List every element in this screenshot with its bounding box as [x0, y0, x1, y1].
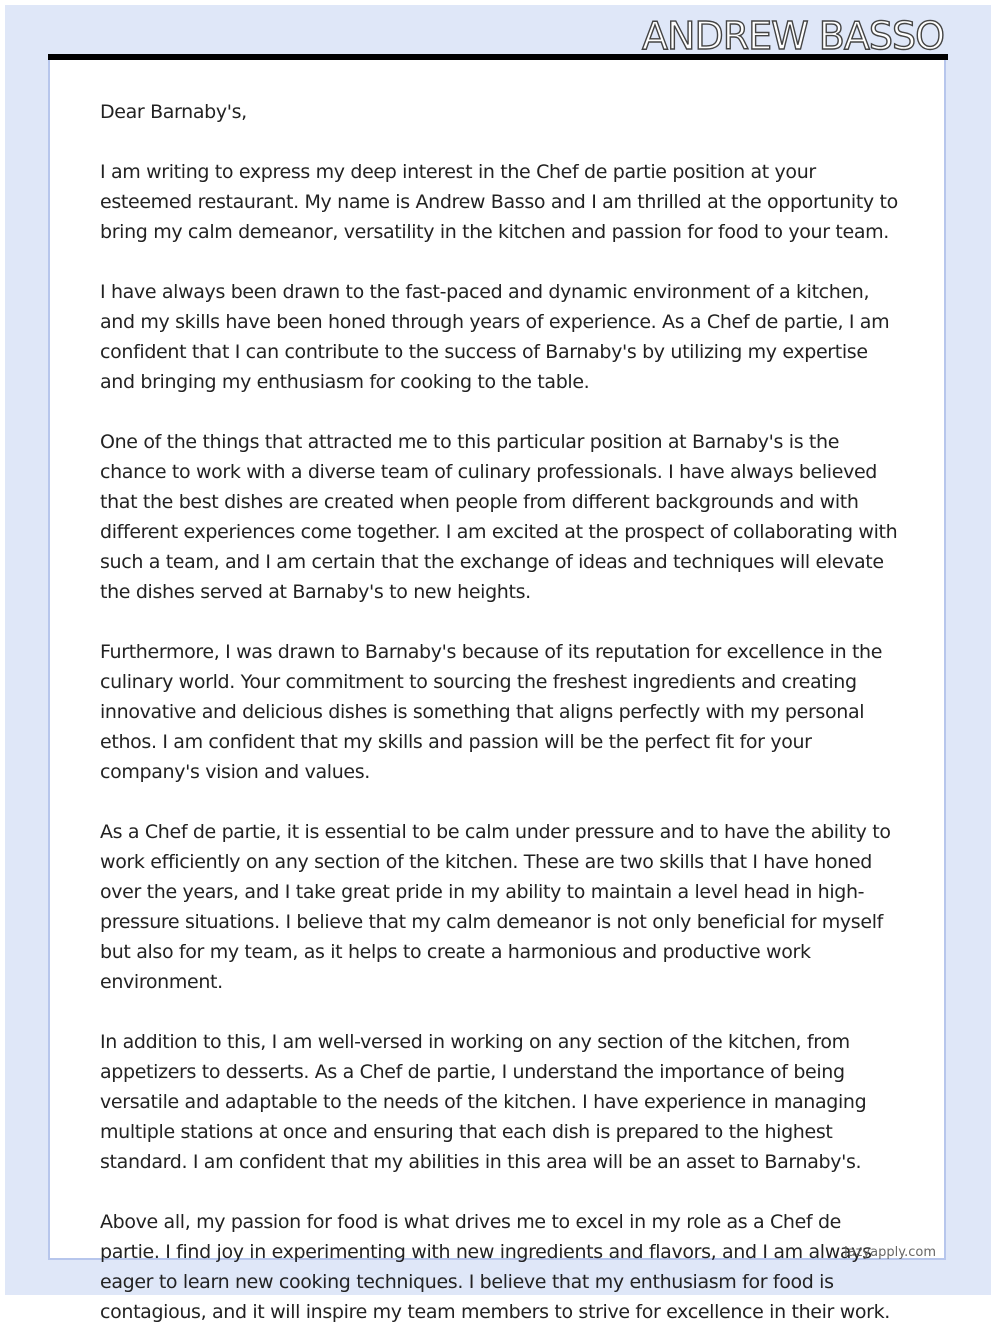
paragraph: One of the things that attracted me to this particular position at Barnaby's is the chance to work with a diverse team of culinary professionals. I have always believed that the best dishes are created when people from different backgrounds and with different experiences come together. I am excited at the prospect of collaborating with such a team, and I am certain that the exchange of ideas and techniques will elevate the dishes served at Barnaby's to new heights.: [100, 431, 898, 603]
paragraph: I am writing to express my deep interest in the Chef de partie position at your esteemed restaurant. My name is Andrew Basso and I am thrilled at the opportunity to bring my calm demeanor, versatility in the kitchen and passion for food to your team.: [100, 161, 898, 243]
applicant-name: ANDREW BASSO: [642, 14, 944, 58]
paragraph: In addition to this, I am well-versed in working on any section of the kitchen, from appetizers to desserts. As a Chef de partie, I understand the importance of being versatile and adaptable to the needs of the kitchen. I have experience in managing multiple stations at once and ensuring that each dish is prepared to the highest standard. I am confident that my abilities in this area will be an asset to Barnaby's.: [100, 1031, 867, 1173]
paragraph: As a Chef de partie, it is essential to be calm under pressure and to have the ability to work efficiently on any section of the kitchen. These are two skills that I have honed over the years, and I take great pride in my ability to maintain a level head in high-pressure situations. I believe that my calm demeanor is not only beneficial for myself but also for my team, as it helps to create a harmonious and productive work environment.: [100, 821, 891, 993]
cover-letter-body: [100, 97, 900, 1323]
paragraph: Above all, my passion for food is what drives me to excel in my role as a Chef de partie. I find joy in experimenting with new ingredients and flavors, and I am always eager to learn new cooking techniques. I believe that my enthusiasm for food is contagious, and it will inspire my team members to strive for excellence in their work.: [100, 1211, 890, 1323]
watermark: lazyapply.com: [844, 1245, 936, 1260]
paragraph: Furthermore, I was drawn to Barnaby's because of its reputation for excellence in the culinary world. Your commitment to sourcing the freshest ingredients and creating innovative and delicious dishes is something that aligns perfectly with my personal ethos. I am confident that my skills and passion will be the perfect fit for your company's vision and values.: [100, 641, 883, 783]
paragraph: I have always been drawn to the fast-paced and dynamic environment of a kitchen, and my skills have been honed through years of experience. As a Chef de partie, I am confident that I can contribute to the success of Barnaby's by utilizing my expertise and bringing my enthusiasm for cooking to the table.: [100, 281, 890, 393]
salutation: Dear Barnaby's,: [100, 101, 247, 123]
